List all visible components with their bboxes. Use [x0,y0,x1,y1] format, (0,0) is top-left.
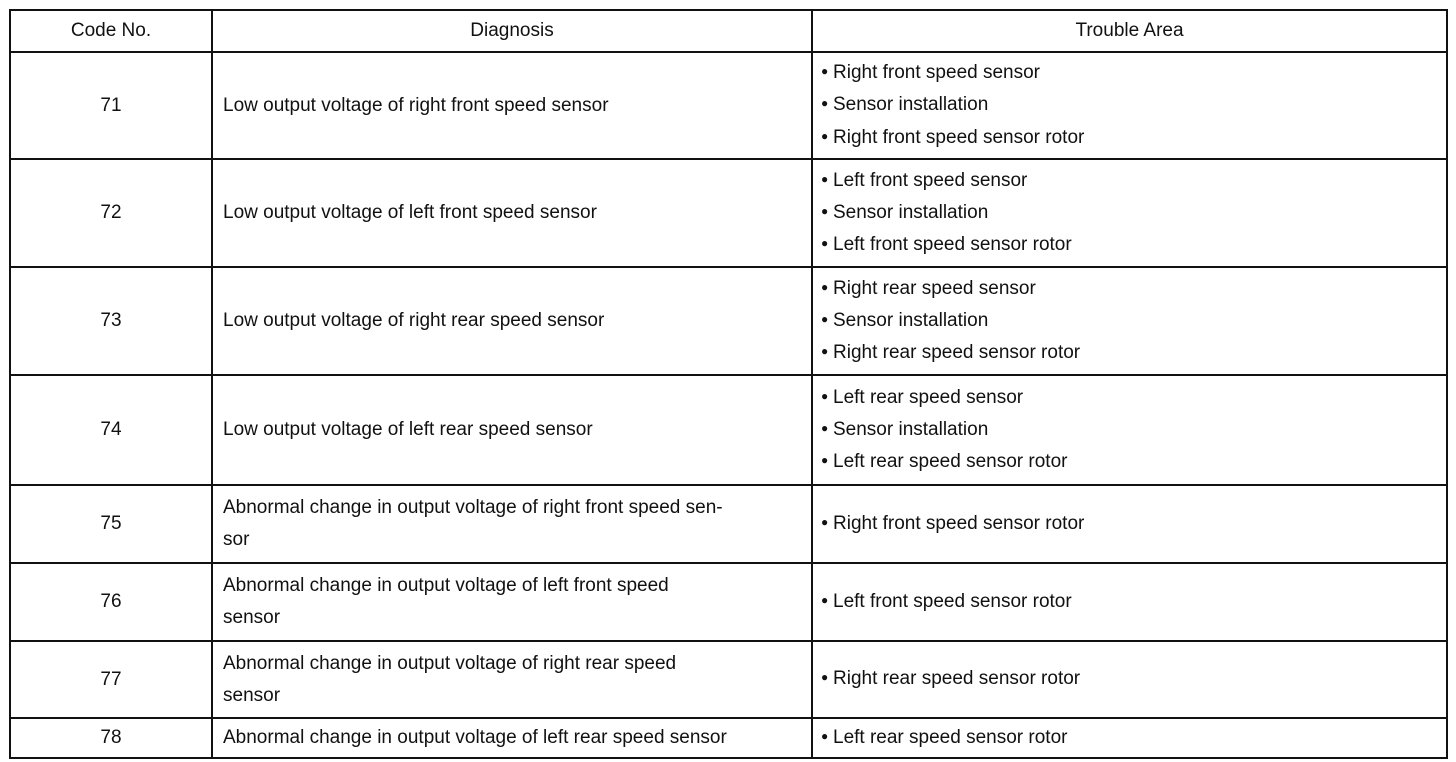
trouble-area-item: Left front speed sensor rotor [833,234,1072,256]
trouble-area-list [821,165,1446,261]
bullet-icon: ● [821,388,829,403]
bullet-icon: ● [821,453,829,467]
code-cell: 72 [10,159,212,267]
header-row [10,10,1447,52]
table-row [10,267,1447,375]
code-cell: 75 [10,485,212,563]
trouble-area-list [821,722,1446,754]
header-trouble-area: Trouble Area [812,10,1447,52]
trouble-area-item: Sensor installation [833,310,989,331]
trouble-area-item: Right front speed sensor rotor [833,126,1085,148]
trouble-area-list [821,586,1446,618]
list-item [821,337,1446,369]
header-diagnosis: Diagnosis [212,10,812,52]
trouble-area-cell [812,267,1447,375]
trouble-area-cell [812,641,1447,718]
bullet-icon: ● [821,279,829,294]
table-body [10,52,1447,758]
list-item [821,446,1446,478]
bullet-icon: ● [821,420,829,435]
bullet-icon: ● [821,171,829,186]
list-item [821,305,1446,337]
trouble-area-list [821,508,1446,540]
diagnosis-cell: Abnormal change in output voltage of left rear speed sensor [212,718,812,758]
table-row [10,485,1447,563]
bullet-icon: ● [821,592,829,607]
table-row [10,375,1447,485]
trouble-area-item: Right rear speed sensor rotor [833,342,1081,364]
list-item [821,57,1446,89]
table-header [10,10,1447,52]
diagnosis-line: Abnormal change in output voltage of right rear speed [223,652,677,674]
trouble-area-item: Left rear speed sensor rotor [833,451,1068,473]
list-item [821,165,1446,197]
list-item [821,229,1446,261]
list-item [821,197,1446,229]
diagnosis-line: sensor [223,684,281,706]
code-cell: 71 [10,52,212,159]
code-cell: 77 [10,641,212,718]
trouble-area-item: Right rear speed sensor [833,277,1036,299]
trouble-area-cell [812,159,1447,267]
code-cell: 73 [10,267,212,375]
code-cell: 78 [10,718,212,758]
diagnosis-cell: Low output voltage of right front speed sensor [212,52,812,159]
trouble-area-item: Sensor installation [833,202,989,223]
bullet-icon: ● [821,311,829,326]
bullet-icon: ● [821,203,829,218]
trouble-area-item: Left rear speed sensor [833,386,1024,408]
code-cell: 74 [10,375,212,485]
list-item [821,122,1446,154]
trouble-area-cell [812,485,1447,563]
table-row [10,52,1447,159]
trouble-area-cell [812,718,1447,758]
trouble-area-cell [812,52,1447,159]
trouble-area-list [821,382,1446,478]
trouble-area-item: Right front speed sensor [833,62,1041,84]
trouble-area-list [821,57,1446,153]
trouble-area-list [821,663,1446,695]
diagnosis-cell: Low output voltage of left front speed sensor [212,159,812,267]
trouble-area-item: Right rear speed sensor rotor [833,668,1081,690]
bullet-icon: ● [821,236,829,250]
diagnosis-line: Abnormal change in output voltage of right front speed sen- [223,497,723,518]
list-item [821,273,1446,305]
list-item [821,722,1446,754]
trouble-area-list [821,273,1446,369]
bullet-icon: ● [821,728,829,743]
bullet-icon: ● [821,344,829,358]
code-cell: 76 [10,563,212,641]
diagnosis-cell: Low output voltage of right rear speed sensor [212,267,812,375]
trouble-area-item: Right front speed sensor rotor [833,513,1085,534]
list-item [821,89,1446,121]
bullet-icon: ● [821,96,829,111]
trouble-area-item: Left front speed sensor rotor [833,591,1072,612]
table-row [10,563,1447,641]
diagnosis-line: Abnormal change in output voltage of left front speed [223,575,669,596]
trouble-area-cell [812,375,1447,485]
trouble-area-cell [812,563,1447,641]
trouble-area-item: Sensor installation [833,419,989,440]
list-item [821,382,1446,414]
trouble-area-item: Left rear speed sensor rotor [833,727,1068,748]
bullet-icon: ● [821,64,829,79]
trouble-area-item: Sensor installation [833,94,989,116]
diagnosis-line: sensor [223,607,281,628]
header-code-no: Code No. [10,10,212,52]
table-row [10,718,1447,758]
list-item [821,586,1446,618]
bullet-icon: ● [821,670,829,685]
diagnosis-cell [212,641,812,718]
diagnosis-line: sor [223,529,250,550]
bullet-icon: ● [821,514,829,529]
trouble-area-item: Left front speed sensor [833,169,1028,191]
diagnosis-cell [212,563,812,641]
list-item [821,508,1446,540]
list-item [821,663,1446,695]
table-row [10,641,1447,718]
diagnostic-code-table [9,9,1448,759]
list-item [821,414,1446,446]
diagnosis-cell: Low output voltage of left rear speed sensor [212,375,812,485]
bullet-icon: ● [821,128,829,143]
table-row [10,159,1447,267]
diagnosis-cell [212,485,812,563]
